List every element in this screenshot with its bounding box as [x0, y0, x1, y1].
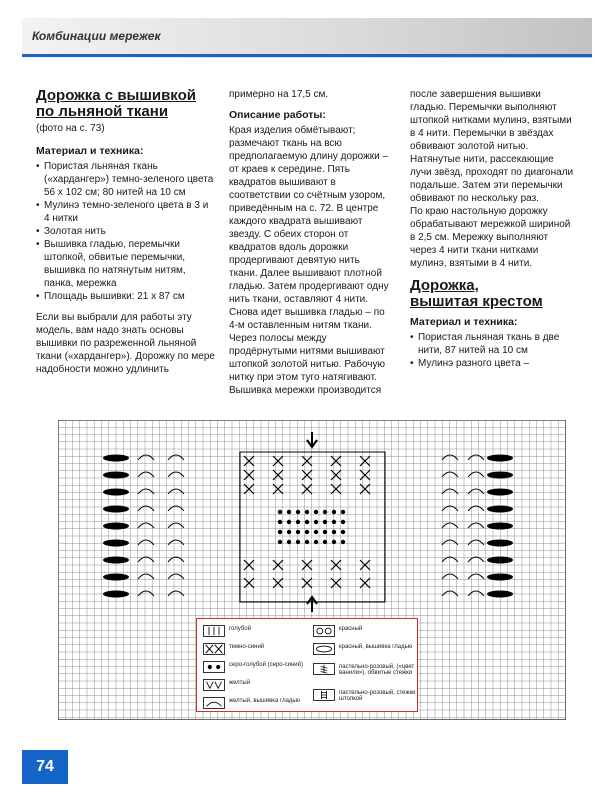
- materials-list: [410, 331, 575, 370]
- column-2: [229, 88, 389, 397]
- legend-label: голубой: [229, 626, 251, 632]
- legend-label: пастельно-розовый, стежки штопкой: [339, 690, 416, 702]
- legend-label: темно-синий: [229, 644, 265, 650]
- legend-item: [203, 641, 313, 659]
- work-description: Края изделия обмётывают; размечают ткань на всю предполагаемую длину дорожки – от краев к середине. Пять квадратов вышивают в соответствии со счётным узором, приведённым на с. 72. В центре каждого квадрата вышивают звезду. С обеих сторон от квадратов вдоль дорожки продергивают девятую нить ткани. Далее вышивают плотной гладью. Затем продергивают одну нить ткани, оставляют 4 нити. Снова идет вышивка гладью – по 4-м оставленным нитям ткани. Через полосы между продёрнутыми нитями вышивают штопкой золотой нитью. Рабочую нитку при этом туго натягивают. Вышивка мережки производится: [229, 125, 389, 396]
- satin-icon: [203, 697, 225, 709]
- header-title: Комбинации мережек: [32, 29, 161, 43]
- cross-icon: [203, 643, 225, 655]
- continuation-text: примерно на 17,5 см.: [229, 89, 329, 100]
- legend-item: [313, 623, 417, 641]
- edge-paragraph: По краю настольную дорожку обрабатывают мережкой шириной в 2,5 см. Мережку выполняют через 4 нити ткани нитками мулинэ, взятыми в 4 нити.: [410, 206, 571, 269]
- legend-item: [313, 641, 417, 659]
- materials-heading: Материал и техника:: [36, 145, 144, 157]
- header-accent-bar: [22, 54, 592, 57]
- list-item: • Мулинэ разного цвета –: [410, 357, 575, 370]
- vertical-bars-icon: [203, 625, 225, 637]
- darning-icon: [313, 689, 335, 701]
- legend-item: [313, 687, 417, 705]
- column-3: [410, 88, 575, 370]
- list-item: • Мулинэ темно-зеленого цвета в 3 и 4 нитки: [36, 199, 216, 225]
- title-line-1: Дорожка с вышивкой: [36, 87, 196, 104]
- work-heading: Описание работы:: [229, 109, 326, 121]
- legend-label: желтый: [229, 680, 251, 686]
- legend-item: [203, 659, 313, 677]
- circle-icon: [313, 625, 335, 637]
- list-item: • Площадь вышивки: 21 х 87 см: [36, 290, 216, 303]
- list-item: • Вышивка гладью, перемычки штопкой, обвитые перемычки, вышивка по натянутым нитям, панка, мережка: [36, 238, 216, 290]
- photo-reference: (фото на с. 73): [36, 123, 105, 134]
- v-icon: [203, 679, 225, 691]
- list-item: • Пористая льняная ткань («хардангер») темно-зеленого цвета 56 х 102 см; 80 нитей на 10 см: [36, 160, 216, 199]
- legend-label: серо-голубой (серо-синий): [229, 662, 304, 668]
- legend-item: [313, 661, 417, 679]
- page-number-box: [22, 750, 68, 784]
- section-title-1: [36, 88, 216, 120]
- intro-paragraph: Если вы выбрали для работы эту модель, вам надо знать основы вышивки по разреженной льняной ткани («хардангер»). Дорожку по мере надобности можно удлинить: [36, 312, 215, 375]
- section-title-2: [410, 278, 575, 310]
- title-line-2: по льняной ткани: [36, 103, 169, 120]
- legend-label: красный: [339, 626, 363, 632]
- legend-item: [203, 677, 313, 695]
- column-1: [36, 88, 216, 376]
- oval-icon: [313, 643, 335, 655]
- page-number: 74: [36, 758, 54, 775]
- dot-icon: [203, 661, 225, 673]
- title-line-2: вышитая крестом: [410, 293, 543, 310]
- page-header: [22, 18, 592, 58]
- materials-heading: Материал и техника:: [410, 316, 518, 328]
- legend-item: [203, 623, 313, 641]
- continuation-text: после завершения вышивки гладью. Перемычки выполняют штопкой нитками мулинэ, взятыми в 4 нити. Перемычки в звёздах обвивают золотой нитью. Натянутые нити, рассекающие лучи звёзд, проходят по диагонали подальше. Затем эти перемычки обвивают по нескольку раз.: [410, 89, 574, 204]
- legend-item: [203, 695, 313, 713]
- list-item: • Пористая льняная ткань в две нити, 87 нитей на 10 см: [410, 331, 575, 357]
- legend-label: красный, вышивка гладью: [339, 644, 413, 650]
- wrapped-icon: [313, 663, 335, 675]
- title-line-1: Дорожка,: [410, 277, 479, 294]
- pattern-legend: [196, 618, 418, 712]
- legend-label: желтый, вышивка гладью: [229, 698, 301, 704]
- list-item: • Золотая нить: [36, 225, 216, 238]
- materials-list: [36, 160, 216, 303]
- legend-label: пастельно-розовый, («цвет ванили»), обвитые стежки: [339, 664, 415, 676]
